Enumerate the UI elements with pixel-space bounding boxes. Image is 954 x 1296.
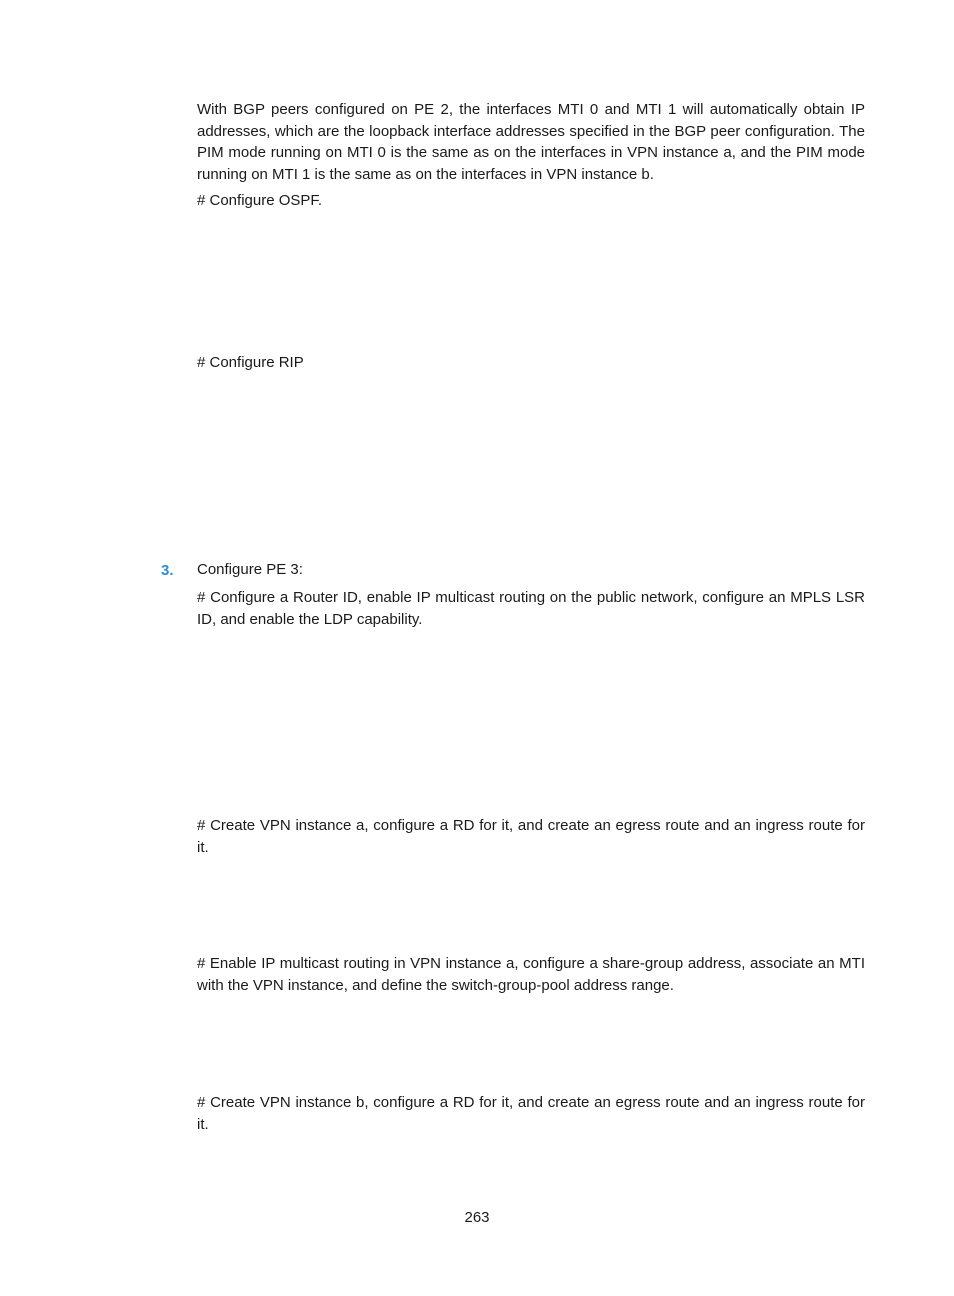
bgp-peer-intro-paragraph: With BGP peers configured on PE 2, the interfaces MTI 0 and MTI 1 will automatically obtain IP addresses, which are the loopback interface addresses specified in the BGP peer configuration. The PIM mode running on MTI 0 is the same as on the interfaces in VPN instance a, and the PIM mode running on MTI 1 is the same as on the interfaces in VPN instance b. [197, 101, 865, 183]
configure-ospf-comment: # Configure OSPF. [197, 192, 323, 209]
router-id-comment: # Configure a Router ID, enable IP multicast routing on the public network, configure an MPLS LSR ID, and enable the LDP capability. [197, 589, 865, 628]
step-number: 3. [161, 562, 174, 579]
vpn-instance-b-create-comment: # Create VPN instance b, configure a RD for it, and create an egress route and an ingress route for it. [197, 1094, 865, 1133]
page-number: 263 [464, 1209, 490, 1226]
vpn-instance-a-multicast-comment: # Enable IP multicast routing in VPN instance a, configure a share-group address, associate an MTI with the VPN instance, and define the switch-group-pool address range. [197, 955, 865, 994]
step3-heading: Configure PE 3: [197, 561, 303, 578]
configure-rip-comment: # Configure RIP [197, 354, 304, 371]
vpn-instance-a-create-comment: # Create VPN instance a, configure a RD for it, and create an egress route and an ingress route for it. [197, 817, 865, 856]
